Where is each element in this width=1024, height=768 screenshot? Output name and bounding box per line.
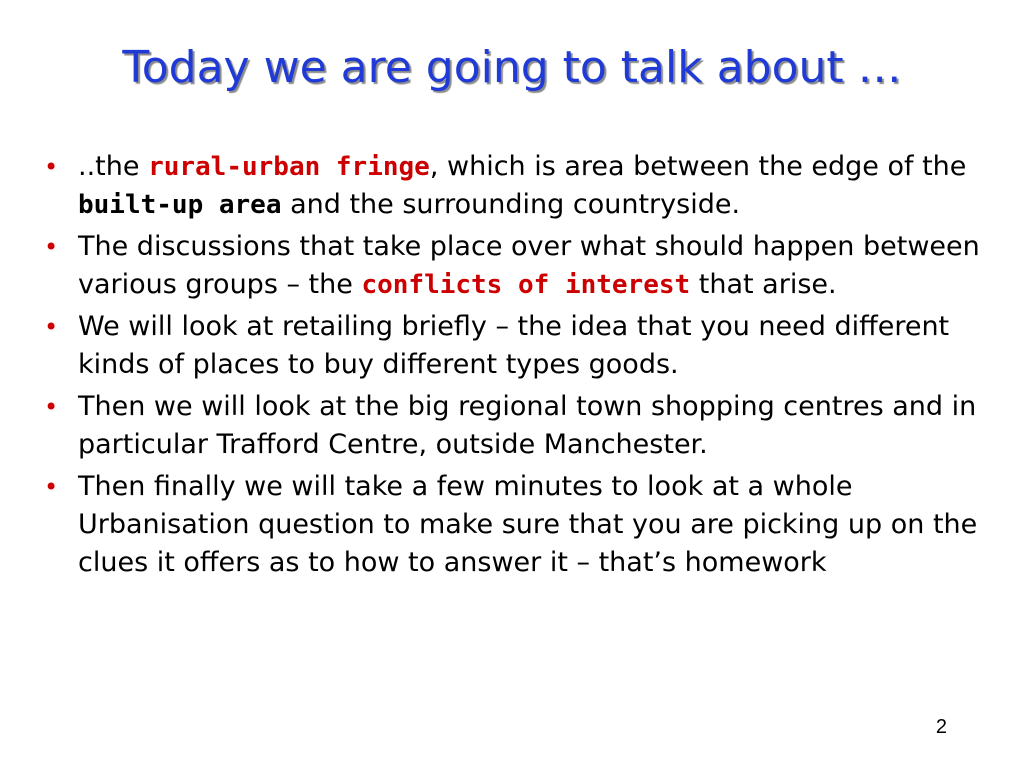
bullet-icon: • <box>44 153 59 181</box>
bullet-icon: • <box>44 313 59 341</box>
bullet-text: We will look at retailing briefly – the idea that you need different kinds of places to buy different types goods. <box>78 311 950 380</box>
bullet-icon: • <box>44 233 59 261</box>
bullet-text: Then finally we will take a few minutes to look at a whole Urbanisation question to make sure that you are picking up on the clues it offers as to how to answer it – that’s homework <box>78 471 978 578</box>
bullet-text: , which is area between the edge of the <box>429 151 967 182</box>
bullet-item-conflicts <box>44 228 994 304</box>
bullet-item-rural-urban-fringe <box>44 148 994 224</box>
page-number: 2 <box>935 716 947 738</box>
bullet-icon: • <box>44 393 59 421</box>
bullet-text: and the surrounding countryside. <box>281 189 741 220</box>
bullet-item-shopping-centres <box>44 388 994 464</box>
bullet-item-urbanisation-question <box>44 468 994 582</box>
bullet-text: The discussions that take place over what should happen between various groups – the <box>78 231 980 300</box>
highlight-built-up-area: built-up area <box>78 190 282 220</box>
highlight-rural-urban-fringe: rural-urban fringe <box>148 152 430 182</box>
highlight-conflicts-of-interest: conflicts of interest <box>361 270 691 300</box>
bullet-item-retailing <box>44 308 994 384</box>
bullet-text: ..the <box>78 151 149 182</box>
bullet-text: Then we will look at the big regional town shopping centres and in particular Trafford Centre, outside Manchester. <box>78 391 977 460</box>
bullet-list <box>44 148 994 586</box>
bullet-icon: • <box>44 473 59 501</box>
bullet-text: that arise. <box>690 269 837 300</box>
slide-title: Today we are going to talk about … <box>122 42 902 93</box>
